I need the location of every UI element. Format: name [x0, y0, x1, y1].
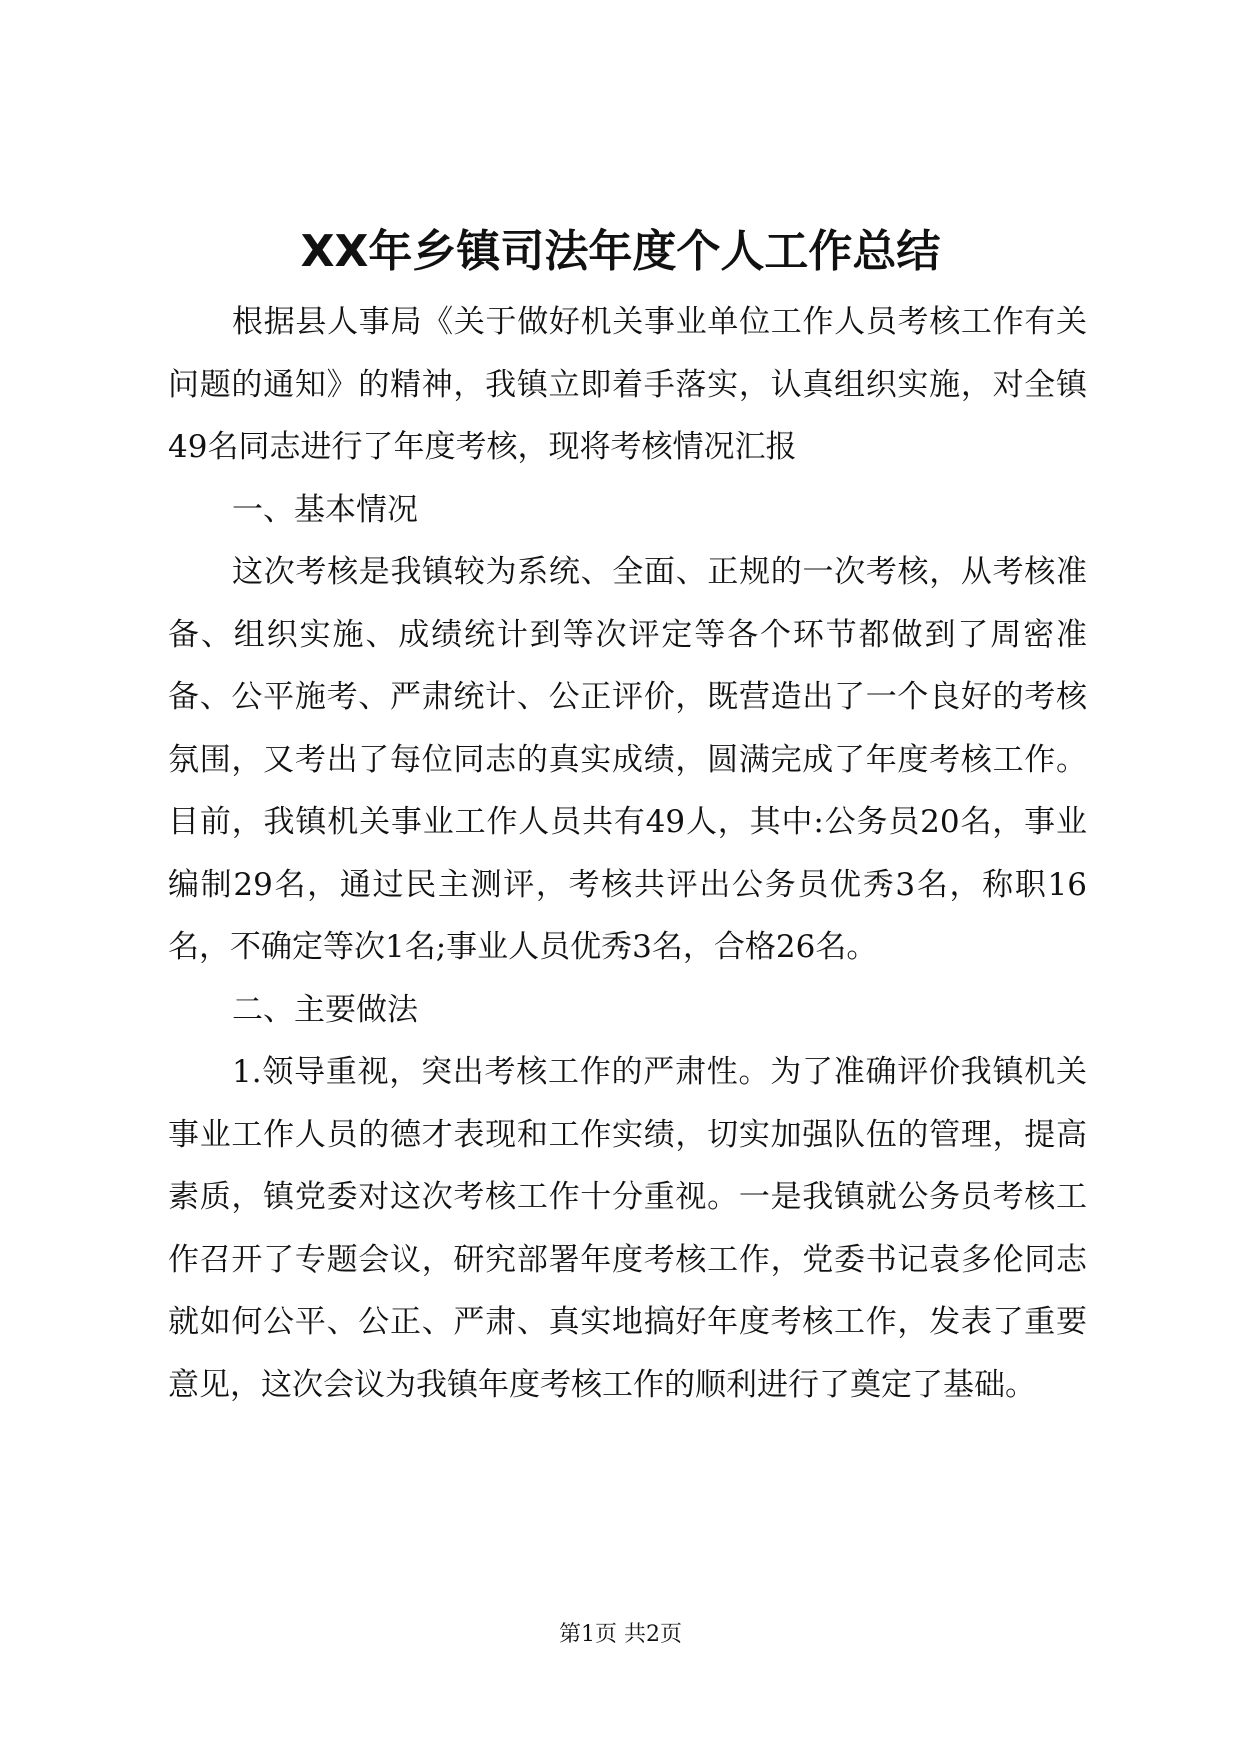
document-title: XX年乡镇司法年度个人工作总结	[300, 226, 941, 277]
page-number-footer: 第1页 共2页	[559, 1622, 682, 1647]
basic-situation-paragraph: 这次考核是我镇较为系统、全面、正规的一次考核，从考核准备、组织实施、成绩统计到等次评定等各个环节都做到了周密准备、公平施考、严肃统计、公正评价，既营造出了一个良好的考核氛围，又考出了每位同志的真实成绩，圆满完成了年度考核工作。目前，我镇机关事业工作人员共有49人，其中:公务员20名，事业编制29名，通过民主测评，考核共评出公务员优秀3名，称职16名，不确定等次1名;事业人员优秀3名，合格26名。	[168, 554, 1087, 965]
intro-paragraph: 根据县人事局《关于做好机关事业单位工作人员考核工作有关问题的通知》的精神，我镇立即着手落实，认真组织实施，对全镇49名同志进行了年度考核，现将考核情况汇报	[168, 304, 1087, 465]
main-methods-paragraph-1: 1.领导重视，突出考核工作的严肃性。为了准确评价我镇机关事业工作人员的德才表现和工作实绩，切实加强队伍的管理，提高素质，镇党委对这次考核工作十分重视。一是我镇就公务员考核工作召开了专题会议，研究部署年度考核工作，党委书记袁多伦同志就如何公平、公正、严肃、真实地搞好年度考核工作，发表了重要意见，这次会议为我镇年度考核工作的顺利进行了奠定了基础。	[168, 1054, 1087, 1403]
section-heading-basic-situation: 一、基本情况	[232, 491, 418, 528]
document-body	[168, 291, 1087, 1416]
section-heading-main-methods: 二、主要做法	[232, 991, 418, 1028]
